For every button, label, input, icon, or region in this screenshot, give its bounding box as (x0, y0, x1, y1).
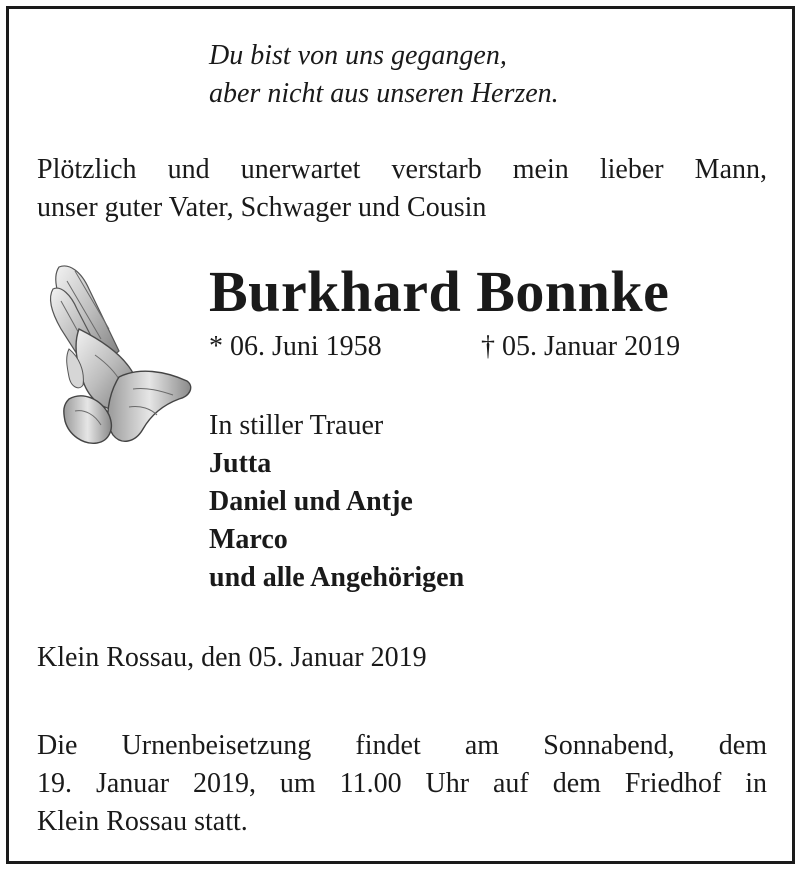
notice-line-3: Klein Rossau statt. (37, 806, 248, 837)
life-dates (209, 329, 681, 365)
birth-date: * 06. Juni 1958 (209, 331, 382, 362)
motto-line-1: Du bist von uns gegangen, (209, 40, 507, 71)
funeral-notice (37, 727, 767, 841)
notice-line-1: Die Urnenbeisetzung findet am Sonnabend, dem (37, 730, 767, 761)
intro-line-1: Plötzlich und unerwartet verstarb mein lieber Mann, (37, 154, 767, 185)
mourner-name: Jutta (209, 448, 272, 479)
intro-line-2: unser guter Vater, Schwager und Cousin (37, 192, 487, 223)
deceased-name: Burkhard Bonnke (209, 259, 670, 324)
mourner-name: Marco (209, 524, 288, 555)
mourner-name: Daniel und Antje (209, 486, 413, 517)
place-and-date: Klein Rossau, den 05. Januar 2019 (37, 642, 427, 673)
motto-line-2: aber nicht aus unseren Herzen. (209, 78, 559, 109)
mourners-heading: In stiller Trauer (209, 410, 384, 441)
motto (209, 37, 559, 113)
praying-hands-icon (39, 259, 199, 449)
death-date: † 05. Januar 2019 (481, 331, 681, 362)
mourners (209, 407, 464, 597)
notice-line-2: 19. Januar 2019, um 11.00 Uhr auf dem Friedhof in (37, 768, 767, 799)
intro-text (37, 151, 767, 227)
mourner-name: und alle Angehörigen (209, 562, 465, 593)
obituary-card (6, 6, 795, 864)
